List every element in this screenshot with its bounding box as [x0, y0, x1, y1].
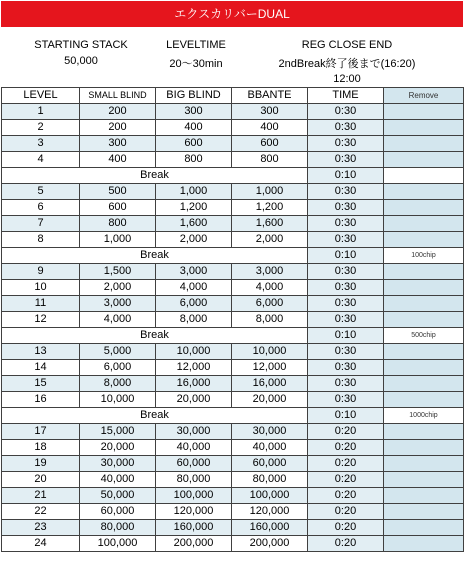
blind-schedule-table	[1, 87, 464, 552]
cell-time: 0:30	[308, 200, 384, 216]
cell-level: 21	[2, 488, 80, 504]
cell-bbante: 800	[232, 152, 308, 168]
cell-bbante: 4,000	[232, 280, 308, 296]
cell-remove	[384, 232, 464, 248]
table-row	[2, 216, 464, 232]
cell-level: 12	[2, 312, 80, 328]
cell-small-blind: 100,000	[80, 536, 156, 552]
cell-small-blind: 40,000	[80, 472, 156, 488]
cell-bbante: 10,000	[232, 344, 308, 360]
cell-small-blind: 2,000	[80, 280, 156, 296]
break-remove-chip	[384, 168, 464, 184]
cell-time: 0:20	[308, 472, 384, 488]
cell-remove	[384, 488, 464, 504]
cell-level: 17	[2, 424, 80, 440]
cell-remove	[384, 264, 464, 280]
cell-big-blind: 2,000	[156, 232, 232, 248]
break-row	[2, 248, 464, 264]
table-row	[2, 136, 464, 152]
table-row	[2, 152, 464, 168]
cell-level: 5	[2, 184, 80, 200]
cell-time: 0:30	[308, 344, 384, 360]
cell-time: 0:30	[308, 232, 384, 248]
cell-remove	[384, 280, 464, 296]
cell-small-blind: 1,500	[80, 264, 156, 280]
break-row	[2, 328, 464, 344]
cell-bbante: 100,000	[232, 488, 308, 504]
cell-level: 22	[2, 504, 80, 520]
cell-big-blind: 300	[156, 104, 232, 120]
table-row	[2, 376, 464, 392]
cell-small-blind: 200	[80, 120, 156, 136]
cell-big-blind: 1,600	[156, 216, 232, 232]
break-row	[2, 408, 464, 424]
cell-remove	[384, 152, 464, 168]
table-row	[2, 280, 464, 296]
cell-big-blind: 10,000	[156, 344, 232, 360]
cell-time: 0:30	[308, 296, 384, 312]
cell-remove	[384, 184, 464, 200]
cell-small-blind: 15,000	[80, 424, 156, 440]
cell-level: 19	[2, 456, 80, 472]
table-row	[2, 504, 464, 520]
cell-bbante: 400	[232, 120, 308, 136]
cell-time: 0:30	[308, 376, 384, 392]
cell-bbante: 1,600	[232, 216, 308, 232]
cell-big-blind: 100,000	[156, 488, 232, 504]
header-level: LEVEL	[2, 88, 80, 104]
cell-level: 6	[2, 200, 80, 216]
cell-bbante: 40,000	[232, 440, 308, 456]
break-remove-chip: 1000chip	[384, 408, 464, 424]
table-row	[2, 104, 464, 120]
break-remove-chip: 500chip	[384, 328, 464, 344]
cell-big-blind: 8,000	[156, 312, 232, 328]
cell-level: 20	[2, 472, 80, 488]
cell-time: 0:20	[308, 456, 384, 472]
header-big-blind: BIG BLIND	[156, 88, 232, 104]
cell-remove	[384, 296, 464, 312]
starting-stack-label: STARTING STACK	[34, 39, 128, 51]
table-header-row	[2, 88, 464, 104]
cell-level: 3	[2, 136, 80, 152]
cell-bbante: 16,000	[232, 376, 308, 392]
cell-level: 23	[2, 520, 80, 536]
cell-small-blind: 50,000	[80, 488, 156, 504]
cell-big-blind: 200,000	[156, 536, 232, 552]
cell-level: 24	[2, 536, 80, 552]
cell-small-blind: 3,000	[80, 296, 156, 312]
cell-remove	[384, 200, 464, 216]
cell-time: 0:30	[308, 280, 384, 296]
table-row	[2, 312, 464, 328]
cell-big-blind: 6,000	[156, 296, 232, 312]
cell-small-blind: 500	[80, 184, 156, 200]
cell-big-blind: 20,000	[156, 392, 232, 408]
cell-remove	[384, 504, 464, 520]
break-time: 0:10	[308, 248, 384, 264]
table-row	[2, 296, 464, 312]
cell-time: 0:30	[308, 120, 384, 136]
cell-level: 10	[2, 280, 80, 296]
cell-big-blind: 600	[156, 136, 232, 152]
cell-remove	[384, 472, 464, 488]
cell-bbante: 1,200	[232, 200, 308, 216]
cell-remove	[384, 376, 464, 392]
cell-remove	[384, 520, 464, 536]
cell-small-blind: 5,000	[80, 344, 156, 360]
table-row	[2, 360, 464, 376]
cell-remove	[384, 216, 464, 232]
table-row	[2, 184, 464, 200]
break-time: 0:10	[308, 408, 384, 424]
cell-small-blind: 6,000	[80, 360, 156, 376]
cell-level: 14	[2, 360, 80, 376]
cell-big-blind: 60,000	[156, 456, 232, 472]
cell-level: 8	[2, 232, 80, 248]
cell-small-blind: 8,000	[80, 376, 156, 392]
cell-level: 16	[2, 392, 80, 408]
cell-big-blind: 4,000	[156, 280, 232, 296]
cell-big-blind: 1,200	[156, 200, 232, 216]
cell-big-blind: 12,000	[156, 360, 232, 376]
cell-bbante: 1,000	[232, 184, 308, 200]
break-remove-chip: 100chip	[384, 248, 464, 264]
cell-small-blind: 60,000	[80, 504, 156, 520]
cell-remove	[384, 440, 464, 456]
cell-bbante: 200,000	[232, 536, 308, 552]
cell-level: 15	[2, 376, 80, 392]
table-row	[2, 472, 464, 488]
cell-small-blind: 4,000	[80, 312, 156, 328]
cell-remove	[384, 104, 464, 120]
cell-time: 0:20	[308, 520, 384, 536]
cell-small-blind: 600	[80, 200, 156, 216]
table-row	[2, 488, 464, 504]
cell-remove	[384, 392, 464, 408]
cell-bbante: 3,000	[232, 264, 308, 280]
header-remove: Remove	[384, 88, 464, 104]
table-row	[2, 440, 464, 456]
break-label: Break	[2, 328, 308, 344]
cell-level: 7	[2, 216, 80, 232]
cell-time: 0:30	[308, 152, 384, 168]
tournament-title: エクスカリバーDUAL	[1, 1, 463, 27]
cell-small-blind: 400	[80, 152, 156, 168]
cell-time: 0:30	[308, 136, 384, 152]
leveltime-value: 20～30min	[169, 58, 223, 70]
table-row	[2, 200, 464, 216]
cell-remove	[384, 136, 464, 152]
break-label: Break	[2, 168, 308, 184]
cell-bbante: 30,000	[232, 424, 308, 440]
cell-bbante: 8,000	[232, 312, 308, 328]
header-small-blind: SMALL BLIND	[80, 88, 156, 104]
cell-bbante: 2,000	[232, 232, 308, 248]
cell-bbante: 6,000	[232, 296, 308, 312]
cell-small-blind: 30,000	[80, 456, 156, 472]
cell-big-blind: 800	[156, 152, 232, 168]
cell-level: 1	[2, 104, 80, 120]
cell-time: 0:20	[308, 488, 384, 504]
blind-structure-sheet	[1, 1, 463, 582]
cell-bbante: 12,000	[232, 360, 308, 376]
cell-bbante: 60,000	[232, 456, 308, 472]
cell-time: 0:30	[308, 392, 384, 408]
cell-level: 9	[2, 264, 80, 280]
cell-time: 0:30	[308, 360, 384, 376]
cell-bbante: 160,000	[232, 520, 308, 536]
cell-small-blind: 10,000	[80, 392, 156, 408]
cell-bbante: 80,000	[232, 472, 308, 488]
break-time: 0:10	[308, 168, 384, 184]
header-bbante: BBANTE	[232, 88, 308, 104]
starting-stack-value: 50,000	[64, 55, 98, 67]
cell-time: 0:30	[308, 264, 384, 280]
cell-big-blind: 1,000	[156, 184, 232, 200]
cell-big-blind: 80,000	[156, 472, 232, 488]
cell-remove	[384, 120, 464, 136]
break-label: Break	[2, 408, 308, 424]
cell-bbante: 600	[232, 136, 308, 152]
cell-big-blind: 400	[156, 120, 232, 136]
cell-small-blind: 20,000	[80, 440, 156, 456]
cell-small-blind: 300	[80, 136, 156, 152]
cell-bbante: 120,000	[232, 504, 308, 520]
reg-close-time: 12:00	[333, 73, 361, 85]
leveltime-label: LEVELTIME	[166, 39, 226, 51]
cell-bbante: 300	[232, 104, 308, 120]
cell-time: 0:20	[308, 504, 384, 520]
cell-remove	[384, 344, 464, 360]
table-row	[2, 232, 464, 248]
reg-close-value: 2ndBreak終了後まで(16:20)	[278, 58, 416, 70]
reg-close-label: REG CLOSE END	[301, 39, 393, 51]
cell-time: 0:30	[308, 184, 384, 200]
cell-small-blind: 800	[80, 216, 156, 232]
table-row	[2, 536, 464, 552]
cell-big-blind: 3,000	[156, 264, 232, 280]
table-row	[2, 392, 464, 408]
table-row	[2, 456, 464, 472]
cell-small-blind: 1,000	[80, 232, 156, 248]
cell-remove	[384, 456, 464, 472]
break-time: 0:10	[308, 328, 384, 344]
cell-level: 11	[2, 296, 80, 312]
cell-time: 0:20	[308, 440, 384, 456]
cell-time: 0:30	[308, 312, 384, 328]
cell-remove	[384, 312, 464, 328]
cell-big-blind: 30,000	[156, 424, 232, 440]
table-row	[2, 120, 464, 136]
cell-remove	[384, 424, 464, 440]
cell-level: 13	[2, 344, 80, 360]
table-row	[2, 344, 464, 360]
break-row	[2, 168, 464, 184]
cell-time: 0:30	[308, 104, 384, 120]
cell-time: 0:30	[308, 216, 384, 232]
cell-big-blind: 40,000	[156, 440, 232, 456]
cell-level: 18	[2, 440, 80, 456]
cell-small-blind: 80,000	[80, 520, 156, 536]
break-label: Break	[2, 248, 308, 264]
header-time: TIME	[308, 88, 384, 104]
cell-big-blind: 120,000	[156, 504, 232, 520]
cell-time: 0:20	[308, 424, 384, 440]
cell-time: 0:20	[308, 536, 384, 552]
cell-big-blind: 16,000	[156, 376, 232, 392]
cell-level: 2	[2, 120, 80, 136]
cell-remove	[384, 536, 464, 552]
cell-remove	[384, 360, 464, 376]
table-row	[2, 264, 464, 280]
schedule-body	[2, 104, 464, 552]
table-row	[2, 424, 464, 440]
cell-bbante: 20,000	[232, 392, 308, 408]
tournament-info	[1, 27, 463, 87]
cell-small-blind: 200	[80, 104, 156, 120]
cell-big-blind: 160,000	[156, 520, 232, 536]
cell-level: 4	[2, 152, 80, 168]
table-row	[2, 520, 464, 536]
